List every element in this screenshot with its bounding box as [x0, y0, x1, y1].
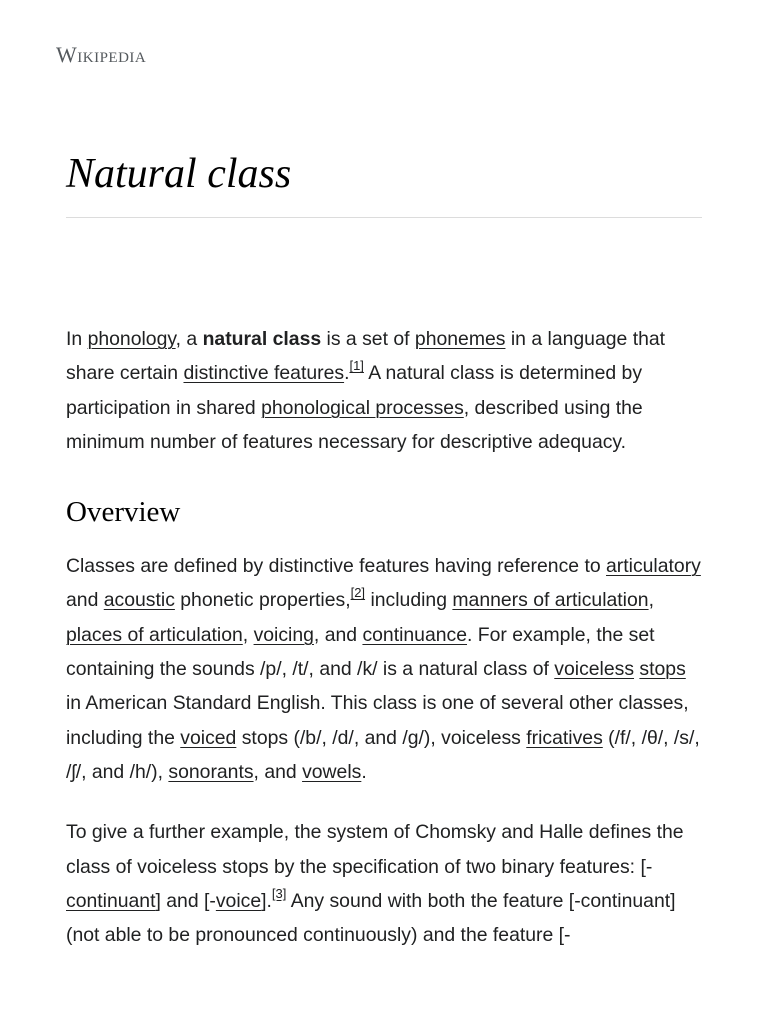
citation-link-1[interactable]: [1] [349, 358, 364, 374]
logo-text: Wikipedia [56, 42, 147, 67]
citation-link-2[interactable]: [2] [350, 585, 366, 601]
link-voice[interactable]: voice [215, 889, 262, 912]
link-distinctive-features[interactable]: distinctive features [183, 362, 345, 385]
citation-2 [351, 585, 365, 600]
page-title: Natural class [66, 151, 292, 197]
link-phonological-processes[interactable]: phonological processes [261, 396, 464, 419]
link-voiceless[interactable]: voiceless [554, 658, 635, 681]
overview-paragraph-1: Classes are defined by distinctive features having reference to articulatory and acoustic phonetic properties,[2] including manners of articulation, places of articulation, voicing, and continuance. For example, the set containing the sounds /p/, /t/, and /k/ is a natural class of voiceless stops in American Standard English. This class is one of several other classes, including the voiced stops (/b/, /d/, and /g/), voiceless fricatives (/f/, /θ/, /s/, /ʃ/, and /h/), sonorants, and vowels. [66, 555, 701, 783]
link-phonology[interactable]: phonology [87, 328, 176, 350]
link-continuance[interactable]: continuance [362, 623, 468, 646]
title-divider [66, 217, 702, 218]
link-phonemes[interactable]: phonemes [414, 328, 506, 350]
link-manners-of-articulation[interactable]: manners of articulation [452, 589, 649, 612]
overview-paragraph-2: To give a further example, the system of Chomsky and Halle defines the class of voiceless stops by the specification of two binary features: [-continuant] and [-voice].[3] Any sound with both the feature [-continuant] (not able to be pronounced continuously) and the feature [- [66, 821, 684, 947]
link-continuant[interactable]: continuant [66, 889, 156, 912]
link-stops[interactable]: stops [639, 658, 686, 681]
link-sonorants[interactable]: sonorants [168, 760, 254, 783]
link-voicing[interactable]: voicing [253, 623, 314, 646]
wikipedia-logo[interactable] [56, 42, 146, 68]
link-vowels[interactable]: vowels [302, 760, 362, 783]
intro-paragraph: In phonology, a natural class is a set of phonemes in a language that share certain distinctive features.[1] A natural class is determined by participation in shared phonological processes, described using the minimum number of features necessary for descriptive adequacy. [66, 328, 666, 453]
article-body [66, 322, 702, 952]
link-voiced[interactable]: voiced [180, 726, 237, 749]
citation-link-3[interactable]: [3] [271, 885, 287, 901]
link-fricatives[interactable]: fricatives [526, 726, 603, 749]
citation-3 [272, 886, 286, 901]
section-heading-overview: Overview [66, 496, 181, 529]
link-acoustic[interactable]: acoustic [103, 589, 175, 612]
citation-1 [349, 358, 363, 373]
link-articulatory[interactable]: articulatory [606, 555, 701, 578]
bold-term: natural class [202, 328, 322, 350]
link-places-of-articulation[interactable]: places of articulation [66, 623, 243, 646]
